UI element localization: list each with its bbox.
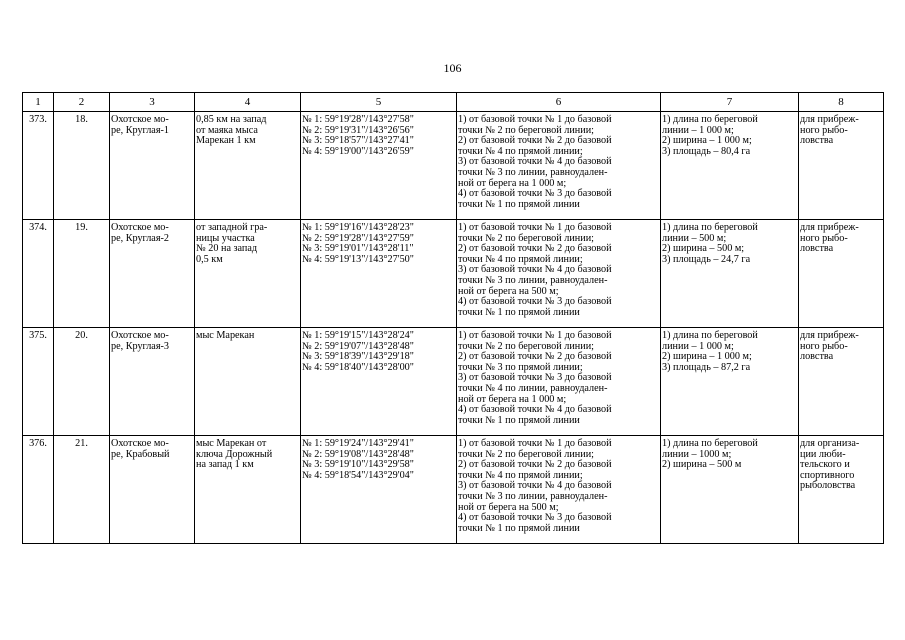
area-name-cell [110,436,195,544]
cell-text-line: 3) от базовой точки № 4 до базовой [458,156,612,168]
cell-text-line: ной от берега на 1 000 м; [458,393,567,405]
cell-text-line: № 20 на запад [196,243,258,255]
cell-text-line: 2) от базовой точки № 2 до базовой [458,243,612,255]
cell-text-line: № 2: 59°19'31"/143°26'56" [302,124,414,136]
cell-text-line: 2) от базовой точки № 2 до базовой [458,351,612,363]
cell-text-line: ного рыбо- [800,340,848,352]
cell-text-line: 3) площадь – 24,7 га [662,253,751,265]
cell-text-line: Охотское мо- [111,330,169,341]
borders-cell [457,220,661,328]
cell-text-line: для прибреж- [800,330,859,341]
cell-text-line: точки № 3 по линии, равноудален- [458,166,608,178]
cell-text-line: Охотское мо- [111,114,169,125]
header-row [23,93,884,112]
cell-text-line: 2) ширина – 1 000 м; [662,135,752,147]
cell-text-line: ловства [800,135,834,147]
purpose-cell [799,220,884,328]
cell-text-line: № 4: 59°18'54"/143°29'04" [302,469,414,481]
cell-text-line: 2) ширина – 500 м [662,459,742,471]
borders-cell [457,328,661,436]
cell-text-line: Марекан 1 км [196,135,256,147]
column-header: 2 [54,93,110,112]
table-row [23,328,884,436]
cell-text-line: спортивного [800,469,855,481]
cell-text-line: № 3: 59°18'57"/143°27'41" [302,135,414,147]
cell-text-line: 1) от базовой точки № 1 до базовой [458,222,612,233]
area-name-cell [110,220,195,328]
location-cell [195,220,301,328]
cell-text-line: ного рыбо- [800,232,848,244]
cell-text-line: для прибреж- [800,222,859,233]
cell-text-line: 2) от базовой точки № 2 до базовой [458,135,612,147]
cell-text-line: 3) от базовой точки № 3 до базовой [458,372,612,384]
row-number-cell: 376. [23,436,54,544]
column-header: 1 [23,93,54,112]
row-number-cell: 375. [23,328,54,436]
cell-text-line: 1) длина по береговой [662,222,758,233]
cell-text-line: 3) от базовой точки № 4 до базовой [458,264,612,276]
cell-text-line: № 2: 59°19'07"/143°28'48" [302,340,414,352]
cell-text-line: 1) от базовой точки № 1 до базовой [458,438,612,449]
purpose-cell [799,328,884,436]
column-header: 5 [301,93,457,112]
cell-text-line: ре, Круглая-2 [111,232,169,244]
cell-text-line: № 3: 59°19'10"/143°29'58" [302,459,414,471]
cell-text-line: точки № 1 по прямой линии [458,414,580,426]
cell-text-line: № 3: 59°18'39"/143°29'18" [302,351,414,363]
cell-text-line: 0,85 км на запад [196,114,267,125]
area-number-cell: 20. [54,328,110,436]
column-header: 8 [799,93,884,112]
table-row [23,220,884,328]
purpose-cell [799,436,884,544]
cell-text-line: № 4: 59°19'00"/143°26'59" [302,145,414,157]
location-cell [195,328,301,436]
cell-text-line: Охотское мо- [111,222,169,233]
cell-text-line: 3) площадь – 87,2 га [662,361,751,373]
page-number: 106 [443,61,462,75]
column-header: 6 [457,93,661,112]
cell-text-line: точки № 2 по береговой линии; [458,340,594,352]
cell-text-line: точки № 4 по прямой линии; [458,145,583,157]
cell-text-line: ной от берега на 1 000 м; [458,177,567,189]
coordinates-cell [301,328,457,436]
cell-text-line: № 2: 59°19'08"/143°28'48" [302,448,414,460]
cell-text-line: 2) от базовой точки № 2 до базовой [458,459,612,471]
cell-text-line: № 3: 59°19'01"/143°28'11" [302,243,414,255]
table-row [23,436,884,544]
cell-text-line: ной от берега на 500 м; [458,285,559,297]
cell-text-line: точки № 3 по линии, равноудален- [458,490,608,502]
borders-cell [457,112,661,220]
cell-text-line: точки № 1 по прямой линии [458,306,580,318]
size-cell [661,220,799,328]
cell-text-line: 1) длина по береговой [662,330,758,341]
cell-text-line: рыболовства [800,480,856,492]
cell-text-line: 2) ширина – 1 000 м; [662,351,752,363]
cell-text-line: 4) от базовой точки № 4 до базовой [458,404,612,416]
cell-text-line: точки № 2 по береговой линии; [458,124,594,136]
coordinates-cell [301,436,457,544]
cell-text-line: ре, Крабовый [111,448,170,460]
cell-text-line: ре, Круглая-1 [111,124,169,136]
cell-text-line: точки № 2 по береговой линии; [458,232,594,244]
cell-text-line: тельского и [800,459,850,471]
cell-text-line: линии – 500 м; [662,232,727,244]
borders-cell [457,436,661,544]
area-name-cell [110,112,195,220]
cell-text-line: № 1: 59°19'28"/143°27'58" [302,114,414,125]
cell-text-line: 1) от базовой точки № 1 до базовой [458,114,612,125]
coordinates-cell [301,220,457,328]
fishing-areas-table [22,92,884,544]
cell-text-line: точки № 1 по прямой линии [458,198,580,210]
cell-text-line: № 1: 59°19'15"/143°28'24" [302,330,414,341]
cell-text-line: 1) от базовой точки № 1 до базовой [458,330,612,341]
cell-text-line: для прибреж- [800,114,859,125]
cell-text-line: 1) длина по береговой [662,438,758,449]
cell-text-line: ключа Дорожный [196,448,273,460]
size-cell [661,112,799,220]
area-name-cell [110,328,195,436]
area-number-cell: 21. [54,436,110,544]
cell-text-line: № 1: 59°19'24"/143°29'41" [302,438,414,449]
cell-text-line: мыс Марекан [196,330,255,341]
cell-text-line: Охотское мо- [111,438,169,449]
cell-text-line: для организа- [800,438,860,449]
size-cell [661,328,799,436]
cell-text-line: № 1: 59°19'16"/143°28'23" [302,222,414,233]
cell-text-line: точки № 3 по прямой линии; [458,361,583,373]
column-header: 7 [661,93,799,112]
cell-text-line: 3) от базовой точки № 4 до базовой [458,480,612,492]
cell-text-line: ницы участка [196,232,255,244]
location-cell [195,112,301,220]
cell-text-line: точки № 1 по прямой линии [458,522,580,534]
cell-text-line: точки № 4 по линии, равноудален- [458,382,608,394]
cell-text-line: точки № 4 по прямой линии; [458,253,583,265]
cell-text-line: точки № 2 по береговой линии; [458,448,594,460]
cell-text-line: на запад 1 км [196,459,254,471]
row-number-cell: 374. [23,220,54,328]
coordinates-cell [301,112,457,220]
cell-text-line: 0,5 км [196,253,223,265]
cell-text-line: линии – 1 000 м; [662,124,734,136]
cell-text-line: от маяка мыса [196,124,258,136]
cell-text-line: ловства [800,243,834,255]
cell-text-line: № 4: 59°18'40"/143°28'00" [302,361,414,373]
cell-text-line: ного рыбо- [800,124,848,136]
cell-text-line: мыс Марекан от [196,438,267,449]
cell-text-line: линии – 1000 м; [662,448,732,460]
cell-text-line: 4) от базовой точки № 3 до базовой [458,188,612,200]
cell-text-line: линии – 1 000 м; [662,340,734,352]
area-number-cell: 18. [54,112,110,220]
cell-text-line: № 4: 59°19'13"/143°27'50" [302,253,414,265]
cell-text-line: 1) длина по береговой [662,114,758,125]
cell-text-line: ловства [800,351,834,363]
cell-text-line: точки № 4 по прямой линии; [458,469,583,481]
cell-text-line: ре, Круглая-3 [111,340,169,352]
cell-text-line: № 2: 59°19'28"/143°27'59" [302,232,414,244]
size-cell [661,436,799,544]
cell-text-line: от западной гра- [196,222,268,233]
column-header: 3 [110,93,195,112]
area-number-cell: 19. [54,220,110,328]
cell-text-line: 3) площадь – 80,4 га [662,145,751,157]
table-row [23,112,884,220]
cell-text-line: 2) ширина – 500 м; [662,243,745,255]
cell-text-line: 4) от базовой точки № 3 до базовой [458,512,612,524]
purpose-cell [799,112,884,220]
cell-text-line: ной от берега на 500 м; [458,501,559,513]
cell-text-line: точки № 3 по линии, равноудален- [458,274,608,286]
location-cell [195,436,301,544]
row-number-cell: 373. [23,112,54,220]
cell-text-line: ции люби- [800,448,846,460]
cell-text-line: 4) от базовой точки № 3 до базовой [458,296,612,308]
column-header: 4 [195,93,301,112]
